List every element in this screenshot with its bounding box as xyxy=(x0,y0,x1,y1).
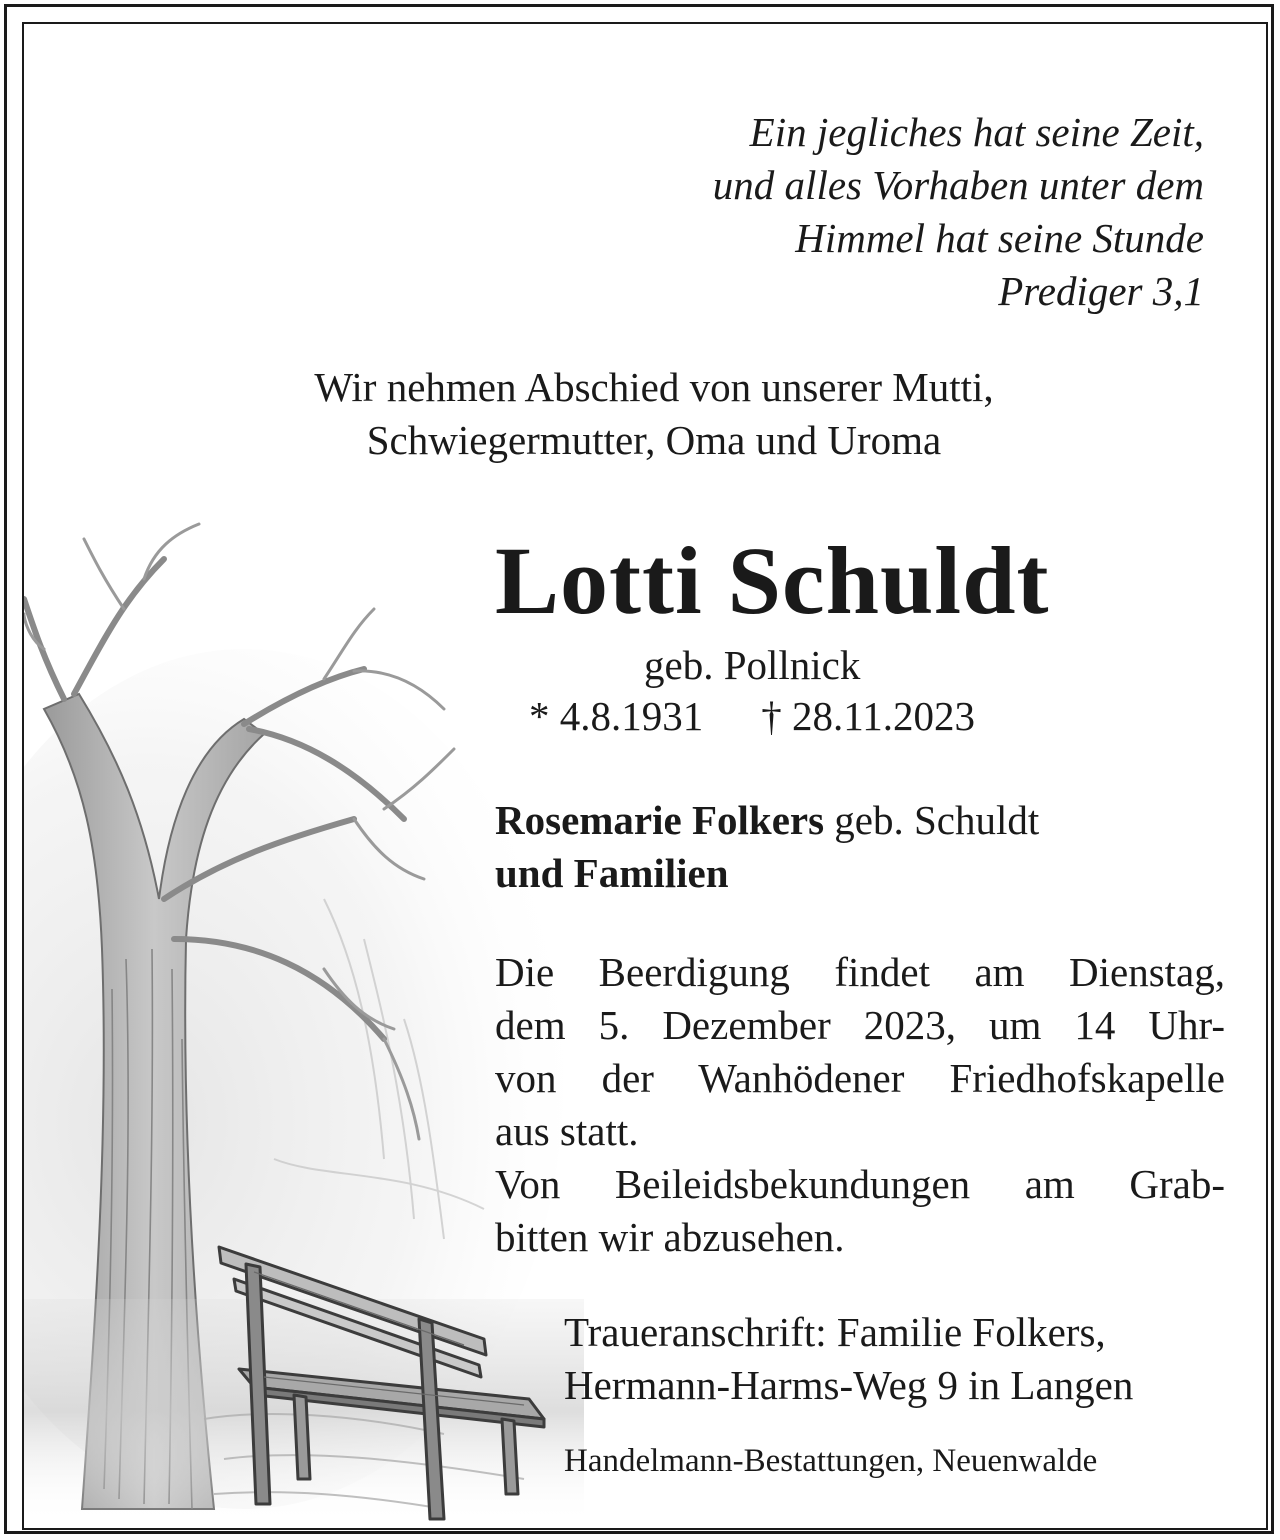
funeral-line: bitten wir abzusehen. xyxy=(495,1214,845,1260)
verse-line: Himmel hat seine Stunde xyxy=(795,215,1204,261)
intro-line: Schwiegermutter, Oma und Uroma xyxy=(366,417,942,463)
mourner-families: und Familien xyxy=(495,850,729,896)
bible-verse xyxy=(713,106,1204,318)
intro-line: Wir nehmen Abschied von unserer Mutti, xyxy=(314,364,994,410)
verse-line: und alles Vorhaben unter dem xyxy=(712,162,1204,208)
obituary-notice xyxy=(22,22,1268,1530)
funeral-line: Die Beerdigung findet am Dienstag, xyxy=(495,949,1225,995)
address-line: Hermann-Harms-Weg 9 in Langen xyxy=(564,1362,1134,1408)
mourners xyxy=(495,794,1039,900)
undertaker: Handelmann-Bestattungen, Neuenwalde xyxy=(564,1443,1098,1479)
funeral-info xyxy=(495,946,1225,1264)
life-dates xyxy=(529,690,975,743)
deceased-name: Lotti Schuldt xyxy=(495,527,1050,634)
address-line: Traueranschrift: Familie Folkers, xyxy=(564,1309,1106,1355)
mourner-maiden: geb. Schuldt xyxy=(824,797,1040,843)
verse-line: Ein jegliches hat seine Zeit, xyxy=(749,109,1204,155)
funeral-line: dem 5. Dezember 2023, um 14 Uhr- xyxy=(495,1002,1225,1048)
farewell-intro xyxy=(24,361,1268,467)
funeral-line: Von Beileidsbekundungen am Grab- xyxy=(495,1161,1225,1207)
maiden-name: geb. Pollnick xyxy=(644,642,861,688)
outer-border xyxy=(4,4,1274,1534)
death-date: † 28.11.2023 xyxy=(761,693,975,739)
mourner-name: Rosemarie Folkers xyxy=(495,797,825,843)
mourning-address xyxy=(564,1306,1133,1412)
birth-date: * 4.8.1931 xyxy=(529,693,704,739)
verse-reference: Prediger 3,1 xyxy=(998,268,1204,314)
funeral-line: von der Wanhödener Friedhofskapelle xyxy=(495,1055,1225,1101)
funeral-line: aus statt. xyxy=(495,1108,639,1154)
